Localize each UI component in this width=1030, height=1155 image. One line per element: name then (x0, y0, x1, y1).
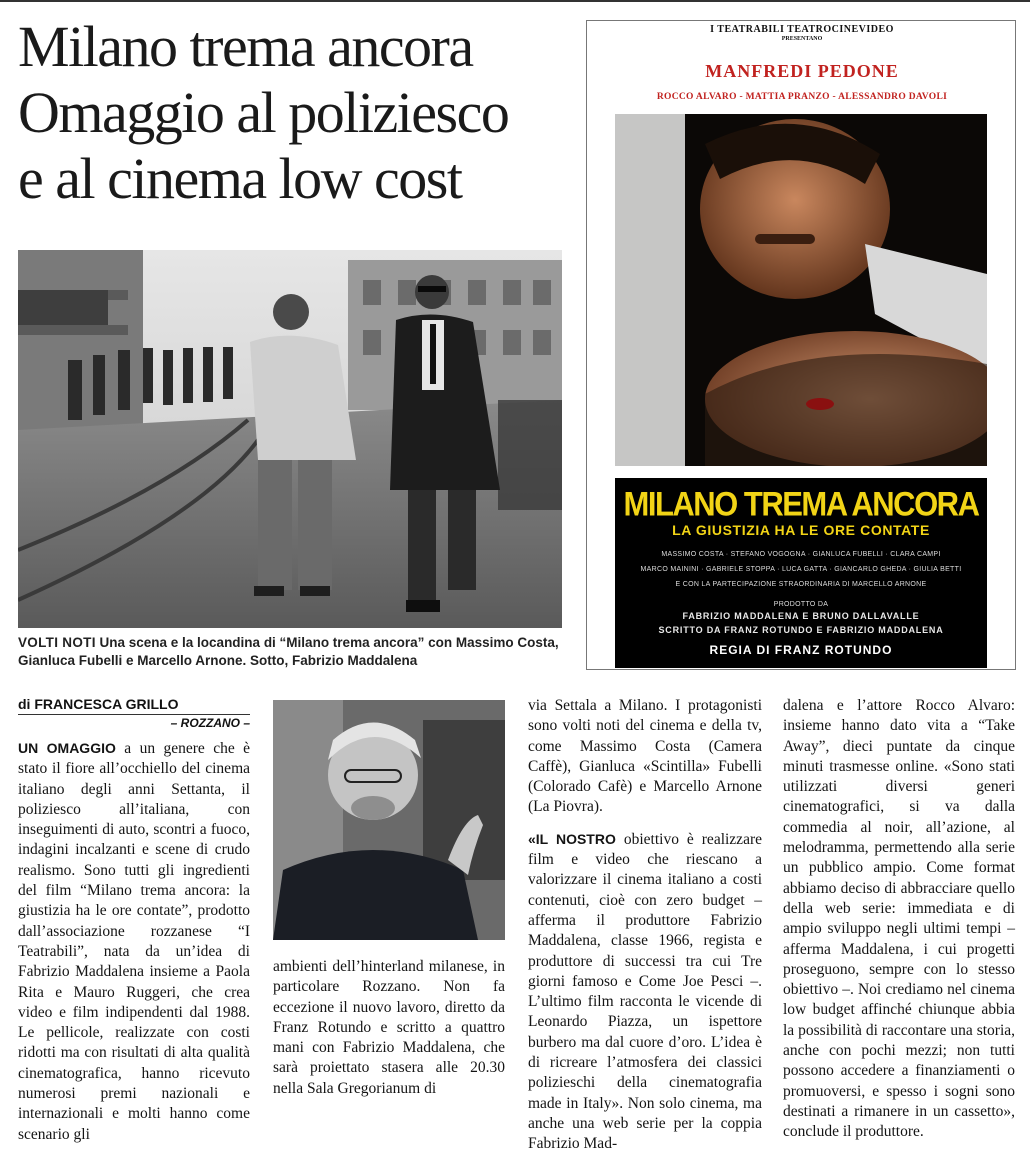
article-column-3 (528, 696, 762, 1155)
poster-title: MILANO TREMA ANCORA (623, 484, 979, 524)
article-column-2: ambienti dell’hinterland milanese, in particolare Rozzano. Non fa eccezione il nuovo lavoro, diretto da Franz Rotundo e scritto a quattro mani con Fabrizio Maddalena, che sarà proiettato stasera alle 20.30 nella Sala Gregorianum di (273, 958, 505, 1097)
portrait-illustration (273, 700, 505, 940)
poster-subtitle: LA GIUSTIZIA HA LE ORE CONTATE (672, 522, 930, 538)
column-3-text-a: via Settala a Milano. I protagonisti sono volti noti del cinema e della tv, come Massimo Costa (Camera Caffè), Gianluca «Scintilla» Fubelli (Colorado Cafè) e Marcello Arnone (La Piovra). (528, 697, 762, 816)
column-1-text: a un genere che è stato il fiore all’occhiello del cinema italiano degli anni Settanta, il poliziesco all’italiana, con inseguimenti di auto, scontri a fuoco, indagini incalzanti e scene di crudo realismo. Sono tutti gli ingredienti del film “Milano trema ancora: la giustizia ha le ore contate”, prodotto dall’associazione rozzanese “I Teatrabili”, nata da un’idea di Fabrizio Maddalena insieme a Paola Rita e Mauro Ruggeri, che crea video e film indipendenti dal 1988. Le pellicole, realizzate con costi ridotti ma con risultati di alta qualità cinematografica, hanno ricevuto numerosi premi nazionali e internazionali e molti hanno come scenario gli (18, 740, 250, 1143)
headline (18, 14, 578, 212)
headline-line-1: Milano trema ancora (18, 14, 473, 79)
movie-poster (586, 20, 1016, 670)
street-scene-photo (18, 250, 562, 628)
poster-illustration (615, 114, 987, 466)
poster-credits-line-2: MARCO MAININI · GABRIELE STOPPA · LUCA GATTA · GIANCARLO GHEDA · GIULIA BETTI (640, 566, 962, 573)
poster-directed-by: REGIA DI FRANZ ROTUNDO (709, 643, 893, 657)
caption-lead: VOLTI NOTI (18, 635, 96, 650)
caption-text: Una scena e la locandina di “Milano trema ancora” con Massimo Costa, Gianluca Fubelli e Marcello Arnone. Sotto, Fabrizio Maddalena (18, 635, 559, 668)
fabrizio-maddalena-photo (273, 700, 505, 940)
top-rule (0, 0, 1030, 2)
column-3-lead: «IL NOSTRO (528, 830, 616, 847)
poster-presents: PRESENTANO (781, 36, 823, 42)
article-column-1 (18, 738, 250, 1145)
column-1-lead: UN OMAGGIO (18, 740, 116, 756)
byline: di FRANCESCA GRILLO (18, 696, 250, 715)
article-column-4: dalena e l’attore Rocco Alvaro: insieme hanno dato vita a “Take Away”, dieci puntate da cinque minuti trasmesse online. «Sono stati utilizzati diversi generi cinematografici, si va dalla commedia al noir, all’azione, al melodramma, permettendo alla serie un pubblico ampio. Come format abbiamo deciso di abbracciare quello della web serie: immediata e di ampio sviluppo negli ultimi tempi – afferma Maddalena, i cui progetti proseguono, sempre con lo stesso obiettivo –. Noi crediamo nel cinema low budget affinché chiunque abbia la possibilità di raccontare una storia, anche con pochi mezzi; non tutti possono accedere a finanziamenti o promuoversi, e spesso i sogni sono destinati a rimanere in un cassetto», conclude il produttore. (783, 697, 1015, 1141)
poster-cast-line: ROCCO ALVARO - MATTIA PRANZO - ALESSANDRO DAVOLI (656, 92, 948, 102)
street-scene-illustration (18, 250, 562, 628)
column-3-text-b: obiettivo è realizzare film e video che riescano a valorizzare il cinema italiano a costi contenuti, cioè con zero budget – afferma il produttore Fabrizio Maddalena, classe 1966, regista e produttore di successi tra cui Tre giorni famoso e Come Joe Pesci –. L’ultimo film racconta le vicende di Leonardo Piazza, un ispettore burbero ma dal cuore d’oro. L’idea è di ricreare l’atmosfera dei classici polizieschi della cinematografia made in Italy». Non solo cinema, ma anche una web serie per la coppia Fabrizio Mad- (528, 830, 762, 1153)
headline-line-3: e al cinema low cost (18, 146, 462, 211)
poster-producers: FABRIZIO MADDALENA E BRUNO DALLAVALLE (682, 611, 920, 621)
poster-lead-actor: MANFREDI PEDONE (705, 61, 899, 81)
poster-produced-by-label: PRODOTTO DA (773, 601, 829, 608)
poster-producer: I TEATRABILI TEATROCINEVIDEO (710, 24, 894, 35)
poster-title-band (615, 478, 987, 668)
headline-line-2: Omaggio al poliziesco (18, 80, 509, 145)
dateline-place: – ROZZANO – (170, 716, 250, 730)
poster-credits-line-1: MASSIMO COSTA · STEFANO VOGOGNA · GIANLUCA FUBELLI · CLARA CAMPI (661, 551, 941, 558)
poster-credits-line-3: E CON LA PARTECIPAZIONE STRAORDINARIA DI MARCELLO ARNONE (675, 581, 927, 588)
poster-written-by: SCRITTO DA FRANZ ROTUNDO E FABRIZIO MADDALENA (658, 625, 944, 635)
poster-photo (615, 114, 987, 466)
photo-caption (18, 634, 566, 670)
